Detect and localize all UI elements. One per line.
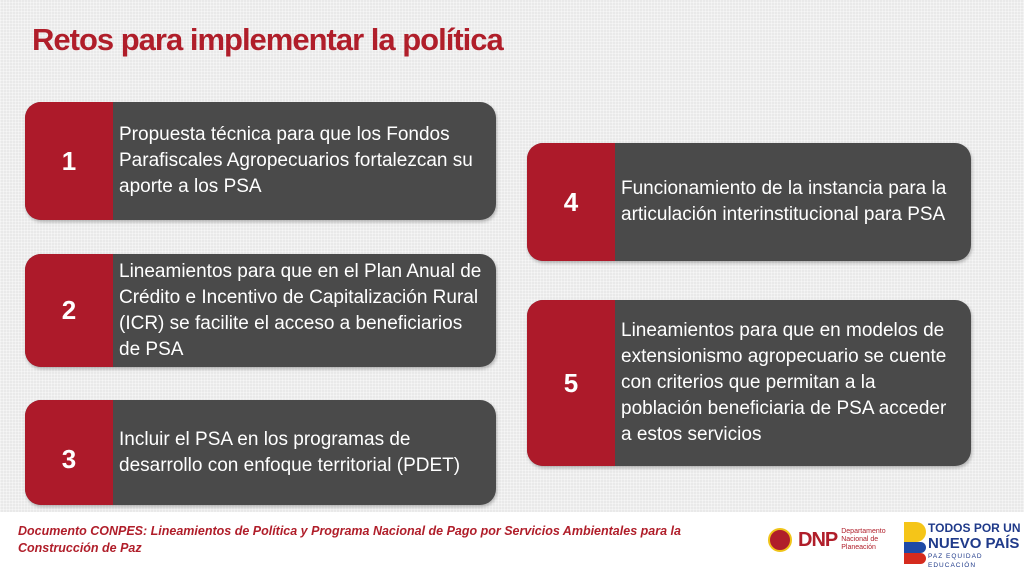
coat-of-arms-icon (768, 528, 792, 552)
dnp-abbreviation: DNP (798, 528, 838, 551)
challenge-number: 5 (563, 367, 579, 398)
challenge-text: Lineamientos para que en modelos de extensionismo agropecuario se cuente con criterios que permitan a la población beneficiaria de PSA acceder a estos servicios (621, 320, 947, 445)
challenge-card-2 (25, 254, 496, 367)
challenge-text: Incluir el PSA en los programas de desarrollo con enfoque territorial (PDET) (119, 428, 461, 476)
footer-document-title: Documento CONPES: Lineamientos de Política y Programa Nacional de Pago por Servicios Ambientales para la Construcción de Paz (18, 524, 681, 555)
challenge-number-box (527, 143, 615, 261)
footer-bar (0, 512, 1024, 576)
logo-line-1: TODOS POR UN (928, 521, 1021, 535)
challenge-text: Lineamientos para que en el Plan Anual de Crédito e Incentivo de Capitalización Rural (ICR) se facilite el acceso a beneficiarios de PSA (119, 260, 482, 360)
dnp-logo (768, 528, 885, 552)
challenge-number-box (25, 400, 113, 505)
challenge-card-5 (527, 300, 971, 466)
challenge-card-3 (25, 400, 496, 505)
challenge-number: 2 (61, 295, 77, 325)
challenge-number-box (25, 102, 113, 220)
logo-line-3: PAZ EQUIDAD EDUCACIÓN (928, 553, 983, 569)
challenge-text: Funcionamiento de la instancia para la articulación interinstitucional para PSA (621, 178, 947, 225)
challenge-card-1 (25, 102, 496, 220)
colombia-flag-icon (904, 522, 924, 564)
slide-title: Retos para implementar la política (32, 22, 503, 57)
todos-por-un-nuevo-pais-logo (904, 522, 1024, 570)
challenge-number-box (25, 254, 113, 367)
logo-line-2: NUEVO PAÍS (928, 535, 1020, 552)
dnp-full-name: Departamento Nacional de Planeación (841, 528, 886, 551)
challenge-card-4 (527, 143, 971, 261)
challenge-text: Propuesta técnica para que los Fondos Parafiscales Agropecuarios fortalezcan su aporte a los PSA (119, 124, 473, 197)
challenge-number-box (527, 300, 615, 466)
challenge-number: 1 (61, 145, 77, 176)
challenge-number: 4 (563, 186, 579, 217)
challenge-number: 3 (61, 444, 77, 474)
